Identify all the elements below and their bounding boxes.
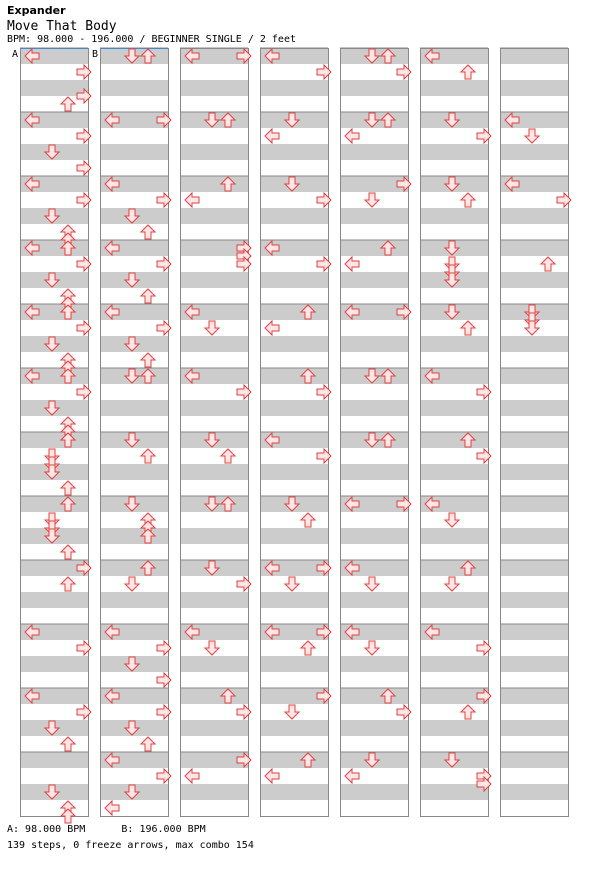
beat-band [500,560,568,576]
step-arrow-left [105,801,119,815]
step-arrow-up [141,353,155,367]
step-arrow-down [125,577,139,591]
beat-band [500,624,568,640]
beat-band [340,592,408,608]
beat-band [340,240,408,256]
step-arrow-up [221,449,235,463]
step-arrow-down [365,641,379,655]
beat-band [260,80,328,96]
beat-band [420,560,488,576]
step-arrow-down [525,129,539,143]
step-arrow-left [345,769,359,783]
step-arrow-up [461,65,475,79]
beat-band [420,400,488,416]
beat-band [500,208,568,224]
beat-band [180,208,248,224]
beat-band [20,496,88,512]
beat-band [340,144,408,160]
beat-band [180,400,248,416]
step-arrow-down [205,641,219,655]
beat-band [180,688,248,704]
step-arrow-left [345,257,359,271]
beat-band [260,656,328,672]
step-arrow-up [141,289,155,303]
beat-band [180,176,248,192]
step-arrow-down [445,513,459,527]
beat-band [260,592,328,608]
beat-band [500,400,568,416]
beat-band [260,400,328,416]
beat-band [500,784,568,800]
step-arrow-up [141,225,155,239]
beat-band [500,432,568,448]
beat-band [420,528,488,544]
beat-band [500,752,568,768]
beat-band [100,560,168,576]
beat-band [260,464,328,480]
step-arrow-left [185,193,199,207]
step-arrow-up [61,577,75,591]
beat-band [340,528,408,544]
beat-band [260,528,328,544]
beat-band [420,592,488,608]
beat-band [340,336,408,352]
beat-band [180,592,248,608]
beat-band [260,336,328,352]
step-arrow-down [365,577,379,591]
beat-band [180,464,248,480]
step-arrow-left [265,769,279,783]
beat-band [100,528,168,544]
step-arrow-left [345,129,359,143]
step-arrow-up [61,737,75,751]
step-arrow-up [61,481,75,495]
beat-band [180,528,248,544]
beat-band [500,720,568,736]
beat-band [100,144,168,160]
beat-band [500,496,568,512]
beat-band [340,656,408,672]
beat-band [260,272,328,288]
beat-band [260,144,328,160]
beat-band [420,656,488,672]
beat-band [500,688,568,704]
beat-band [100,400,168,416]
beat-band [180,80,248,96]
segment-marker-b: B [92,49,99,60]
beat-band [20,592,88,608]
beat-band [500,336,568,352]
beat-band [100,80,168,96]
beat-band [420,208,488,224]
beat-band [260,752,328,768]
song-title: Move That Body [7,19,117,34]
beat-band [260,208,328,224]
beat-band [340,688,408,704]
beat-band [500,656,568,672]
step-arrow-up [61,545,75,559]
beat-band [420,720,488,736]
step-arrow-up [301,641,315,655]
beat-band [420,432,488,448]
beat-band [500,528,568,544]
beat-band [420,336,488,352]
step-arrow-up [541,257,555,271]
beat-band [180,336,248,352]
step-arrow-up [61,809,75,823]
chart-info: BPM: 98.000 - 196.000 / BEGINNER SINGLE / 2 feet [7,34,296,45]
beat-band [340,720,408,736]
beat-band [340,464,408,480]
step-arrow-up [461,321,475,335]
step-arrow-left [265,321,279,335]
beat-band [420,144,488,160]
beat-band [100,464,168,480]
step-arrow-down [445,577,459,591]
beat-band [340,208,408,224]
song-artist: Expander [7,4,66,17]
beat-band [340,80,408,96]
beat-band [180,272,248,288]
beat-band [420,464,488,480]
step-arrow-down [205,321,219,335]
bpm-legend: A: 98.000 BPM B: 196.000 BPM [7,824,206,835]
beat-band [340,272,408,288]
chart-stats: 139 steps, 0 freeze arrows, max combo 154 [7,840,254,851]
beat-band [20,752,88,768]
step-arrow-up [141,737,155,751]
beat-band [500,592,568,608]
beat-band [20,432,88,448]
beat-band [100,592,168,608]
beat-band [20,656,88,672]
beat-band [500,80,568,96]
step-arrow-down [525,321,539,335]
step-arrow-left [185,769,199,783]
beat-band [180,144,248,160]
beat-band [500,464,568,480]
beat-band [340,784,408,800]
beat-band [260,720,328,736]
beat-band [420,80,488,96]
beat-band [260,784,328,800]
beat-band [180,656,248,672]
step-arrow-left [265,129,279,143]
step-arrow-up [61,97,75,111]
beat-band [260,304,328,320]
segment-marker-a: A [12,49,19,60]
beat-band [500,368,568,384]
step-arrow-up [461,705,475,719]
step-arrow-down [285,705,299,719]
step-arrow-up [141,449,155,463]
beat-band [260,368,328,384]
beat-band [500,240,568,256]
step-arrow-up [301,513,315,527]
step-arrow-down [285,577,299,591]
beat-band [340,400,408,416]
beat-band [180,720,248,736]
step-arrow-up [461,193,475,207]
beat-band [500,48,568,64]
beat-band [500,144,568,160]
step-arrow-down [365,193,379,207]
beat-band [180,784,248,800]
beat-band [500,272,568,288]
